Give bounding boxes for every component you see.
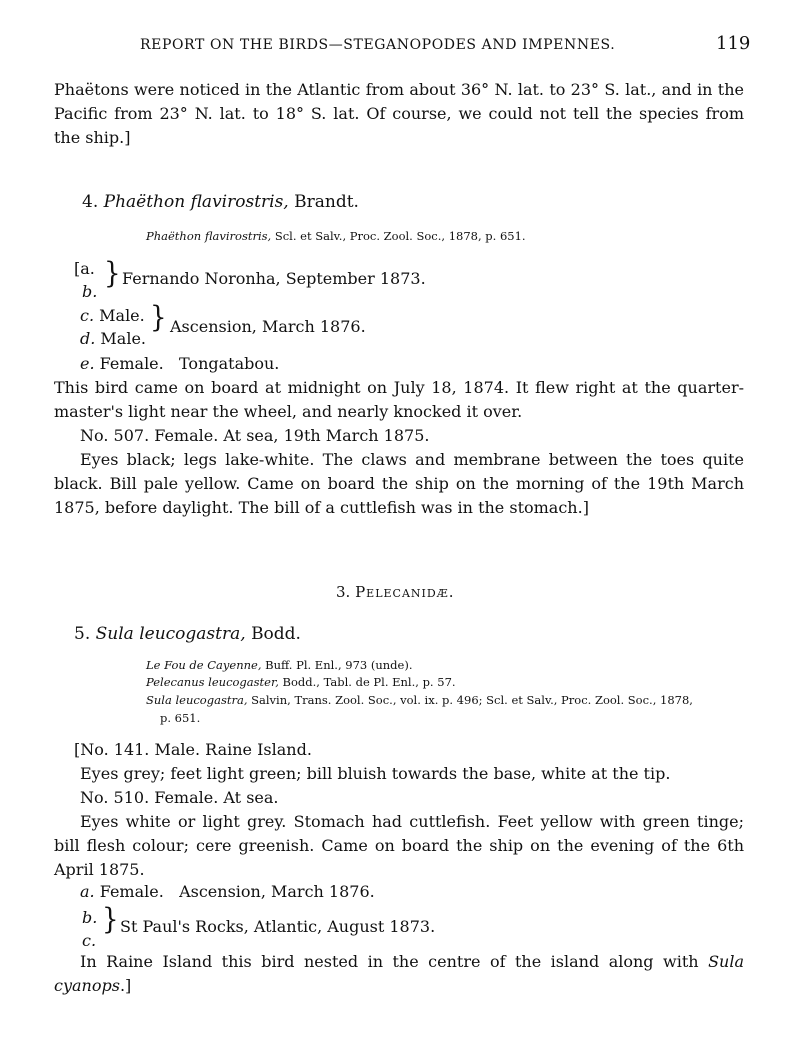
specimen-d xyxy=(80,327,146,351)
specimen-e xyxy=(80,352,279,376)
specimen-b-label: b. xyxy=(82,908,98,927)
specimen-a xyxy=(80,880,375,904)
reference-citation: Buff. Pl. Enl., 973 (unde). xyxy=(265,658,413,672)
note-end: .] xyxy=(119,976,132,995)
brace: } xyxy=(150,301,167,335)
specimen-bc-locality: St Paul's Rocks, Atlantic, August 1873. xyxy=(120,917,436,936)
specimen-c-label: c. xyxy=(80,306,95,325)
species-5-note-1: [No. 141. Male. Raine Island. xyxy=(74,740,312,759)
species-5-reference-1 xyxy=(146,658,412,672)
family-number: 3. xyxy=(336,583,351,601)
species-author: Brandt. xyxy=(294,192,359,212)
species-name: Phaëthon flavirostris, xyxy=(103,192,289,212)
reference-citation: Bodd., Tabl. de Pl. Enl., p. 57. xyxy=(282,675,456,689)
specimen-d-sex: Male. xyxy=(100,329,147,348)
brace: } xyxy=(104,257,121,291)
reference-citation: p. 651. xyxy=(160,711,201,725)
species-5-heading xyxy=(74,622,301,646)
species-5-reference-4 xyxy=(160,711,200,725)
specimen-e-locality: Tongatabou. xyxy=(179,354,280,373)
reference-name: Pelecanus leucogaster, xyxy=(146,675,279,689)
specimen-ab-locality: Fernando Noronha, September 1873. xyxy=(122,269,426,288)
page-number: 119 xyxy=(716,33,751,54)
specimen-a-sex: Female. xyxy=(99,882,164,901)
running-header: REPORT ON THE BIRDS—STEGANOPODES AND IMPENNES. xyxy=(140,37,616,53)
specimen-a-label: [a. xyxy=(74,259,95,278)
species-4-note-3: Eyes black; legs lake-white. The claws and membrane between the toes quite black. Bill pale yellow. Came on board the ship on the morning of the 19th March 1875, before daylight. The bill of a cuttlefish was in the stomach.] xyxy=(54,450,744,517)
specimen-b-label: b. xyxy=(82,282,98,301)
specimen-c xyxy=(80,304,145,328)
species-number: 4. xyxy=(82,192,99,212)
species-author: Bodd. xyxy=(251,624,301,644)
specimen-e-sex: Female. xyxy=(99,354,164,373)
reference-name: Phaëthon flavirostris, xyxy=(146,229,272,243)
specimen-cd-locality: Ascension, March 1876. xyxy=(170,317,366,336)
species-5-reference-2 xyxy=(146,675,456,689)
note-italic-species: Sula cyanops xyxy=(54,952,744,995)
family-heading xyxy=(336,580,454,604)
reference-citation: Scl. et Salv., Proc. Zool. Soc., 1878, p. 651. xyxy=(274,229,526,243)
species-4-note-2: No. 507. Female. At sea, 19th March 1875. xyxy=(80,426,430,445)
species-number: 5. xyxy=(74,624,91,644)
reference-citation: Salvin, Trans. Zool. Soc., vol. ix. p. 496; Scl. et Salv., Proc. Zool. Soc., 1878, xyxy=(251,693,693,707)
specimen-c-sex: Male. xyxy=(99,306,145,325)
specimen-d-label: d. xyxy=(80,329,96,348)
intro-paragraph: Phaëtons were noticed in the Atlantic from about 36° N. lat. to 23° S. lat., and in the Pacific from 23° N. lat. to 18° S. lat. Of course, we could not tell the species from the ship.] xyxy=(54,80,744,147)
species-5-note-5 xyxy=(54,950,744,998)
brace: } xyxy=(102,903,119,937)
specimen-e-label: e. xyxy=(80,354,95,373)
species-5-note-2: Eyes grey; feet light green; bill bluish towards the base, white at the tip. xyxy=(80,764,671,783)
reference-name: Sula leucogastra, xyxy=(146,693,248,707)
specimen-c-label: c. xyxy=(82,931,97,950)
family-name: Pelecanidæ. xyxy=(355,583,455,601)
species-5-note-3: No. 510. Female. At sea. xyxy=(80,788,279,807)
species-5-reference-3 xyxy=(146,693,693,707)
reference-name: Le Fou de Cayenne, xyxy=(146,658,262,672)
specimen-a-locality: Ascension, March 1876. xyxy=(179,882,375,901)
species-name: Sula leucogastra, xyxy=(95,624,246,644)
species-4-note-1: This bird came on board at midnight on July 18, 1874. It flew right at the quarter-master's light near the wheel, and nearly knocked it over. xyxy=(54,378,744,421)
note-text: In Raine Island this bird nested in the centre of the island along with xyxy=(80,952,699,971)
species-5-note-4: Eyes white or light grey. Stomach had cuttlefish. Feet yellow with green tinge; bill flesh colour; cere greenish. Came on board the ship on the evening of the 6th April 1875. xyxy=(54,812,744,879)
species-4-heading xyxy=(82,190,359,214)
species-4-reference xyxy=(146,229,526,243)
specimen-a-label: a. xyxy=(80,882,95,901)
